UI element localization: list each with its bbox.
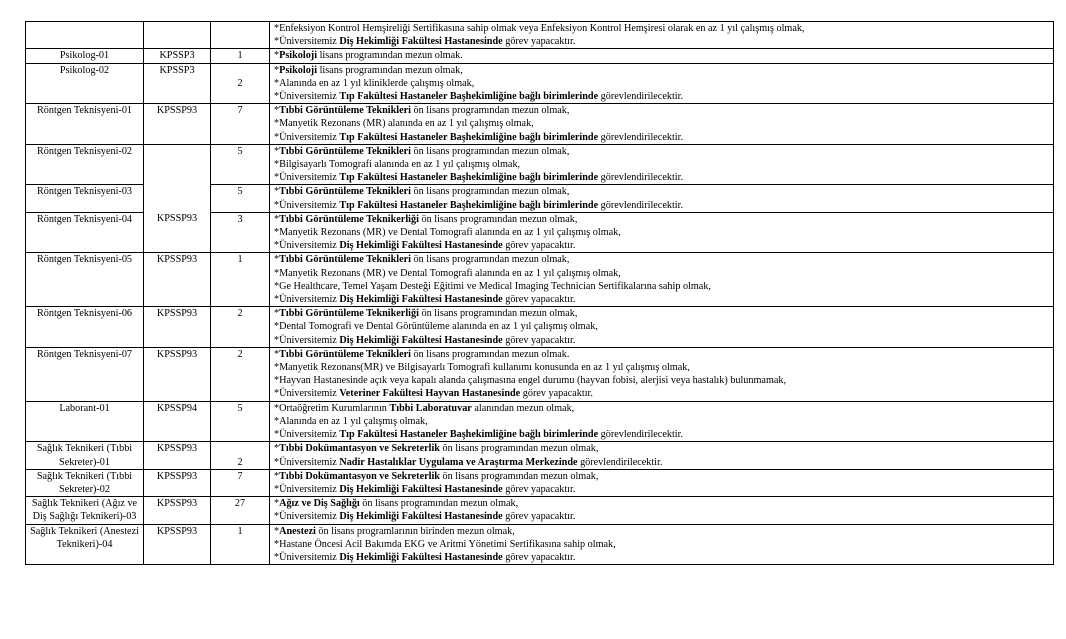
requirement-text: *	[274, 254, 280, 266]
requirement-line	[274, 145, 1051, 158]
requirement-line	[274, 538, 1051, 551]
position-cell: Sağlık Teknikeri (Tıbbi Sekreter)-01	[26, 442, 144, 469]
requirement-text: *Manyetik Rezonans (MR) alanında en az 1 yıl çalışmış olmak,	[274, 118, 534, 130]
requirements-cell	[270, 212, 1054, 253]
kpss-code-cell: KPSSP93	[144, 104, 211, 145]
count-cell: 27	[211, 497, 270, 524]
table-row	[26, 524, 1054, 565]
requirements-cell	[270, 307, 1054, 348]
kpss-code-cell: KPSSP93	[144, 253, 211, 307]
requirement-emphasis: Diş Hekimliği Fakültesi Hastanesinde	[339, 294, 503, 306]
kpss-code-cell: KPSSP93	[144, 442, 211, 469]
requirements-cell	[270, 497, 1054, 524]
kpss-code-cell: KPSSP93	[144, 212, 211, 253]
requirement-text: ön lisans programından mezun olmak,	[411, 186, 570, 198]
requirement-text: ön lisans programından mezun olmak,	[359, 498, 519, 510]
requirement-line	[274, 348, 1051, 361]
requirement-text: *Enfeksiyon Kontrol Hemşireliği Sertifikasına sahip olmak veya Enfeksiyon Kontrol Hemşiresi olarak en az 1 yıl çalışmış olmak,	[274, 23, 805, 34]
requirement-text: görevlendirilecektir.	[598, 199, 683, 211]
requirement-line	[274, 456, 1051, 469]
requirement-line	[274, 470, 1051, 483]
requirement-text: *	[274, 498, 280, 510]
requirement-line	[274, 64, 1051, 77]
requirement-emphasis: Diş Hekimliği Fakültesi Hastanesinde	[339, 551, 503, 563]
table-row	[26, 497, 1054, 524]
requirement-line	[274, 213, 1051, 226]
requirement-text: lisans programından mezun olmak.	[317, 50, 463, 62]
requirement-emphasis: Diş Hekimliği Fakültesi Hastanesinde	[339, 511, 503, 523]
requirement-line	[274, 90, 1051, 103]
requirement-line	[274, 267, 1051, 280]
requirement-line	[274, 226, 1051, 239]
requirement-line	[274, 117, 1051, 130]
requirement-line	[274, 320, 1051, 333]
count-cell: 7	[211, 104, 270, 145]
table-row	[26, 49, 1054, 63]
requirement-line	[274, 35, 1051, 48]
requirement-emphasis: Veteriner Fakültesi Hayvan Hastanesinde	[339, 388, 521, 400]
requirement-text: görevlendirilecektir.	[577, 456, 663, 468]
requirement-text: *Ortaöğretim Kurumlarının	[274, 402, 390, 414]
requirement-text: *Manyetik Rezonans (MR) ve Dental Tomografi alanında en az 1 yıl çalışmış olmak,	[274, 267, 621, 279]
table-row	[26, 22, 1054, 49]
requirement-line	[274, 334, 1051, 347]
requirement-text: *	[274, 525, 280, 537]
requirement-text: *Üniversitemiz	[274, 294, 340, 306]
requirements-cell	[270, 469, 1054, 496]
requirement-text: *Üniversitemiz	[274, 199, 340, 211]
requirement-text: ön lisans programından mezun olmak,	[411, 145, 570, 157]
requirement-emphasis: Tıbbi Görüntüleme Teknikleri	[279, 254, 411, 266]
requirement-text: *Ge Healthcare, Temel Yaşam Desteği Eğitimi ve Medical Imaging Technician Sertifikalarına sahip olmak,	[274, 280, 711, 292]
requirement-text: *Üniversitemiz	[274, 36, 340, 48]
requirement-line	[274, 22, 1051, 35]
position-cell: Sağlık Teknikeri (Tıbbi Sekreter)-02	[26, 469, 144, 496]
requirement-text: ön lisans programından mezun olmak,	[439, 443, 599, 455]
requirement-text: *Bilgisayarlı Tomografi alanında en az 1 yıl çalışmış olmak,	[274, 159, 521, 171]
requirement-text: *Hastane Öncesi Acil Bakımda EKG ve Aritmi Yönetimi Sertifikasına sahip olmak,	[274, 538, 616, 550]
requirement-text: *	[274, 186, 280, 198]
requirements-cell	[270, 524, 1054, 565]
kpss-code-cell: KPSSP3	[144, 63, 211, 104]
position-cell: Röntgen Teknisyeni-02	[26, 144, 144, 185]
count-cell: 2	[211, 307, 270, 348]
count-cell: 7	[211, 469, 270, 496]
requirement-text: görev yapacaktır.	[502, 36, 576, 48]
requirement-text: *Üniversitemiz	[274, 511, 340, 523]
kpss-code-cell: KPSSP3	[144, 49, 211, 63]
requirements-cell	[270, 49, 1054, 63]
kpss-code-cell: KPSSP94	[144, 401, 211, 442]
position-cell: Sağlık Teknikeri (Ağız ve Diş Sağlığı Teknikeri)-03	[26, 497, 144, 524]
requirement-emphasis: Anestezi	[279, 525, 316, 537]
count-cell: 1	[211, 524, 270, 565]
requirement-text: ön lisans programından mezun olmak,	[439, 470, 599, 482]
requirement-text: *	[274, 443, 280, 455]
table-row	[26, 401, 1054, 442]
document-page	[25, 21, 1053, 565]
requirement-line	[274, 280, 1051, 293]
requirement-text: *	[274, 348, 280, 360]
requirements-cell	[270, 253, 1054, 307]
requirement-text: *Alanında en az 1 yıl kliniklerde çalışmış olmak,	[274, 77, 475, 89]
requirement-emphasis: Tıbbi Görüntüleme Teknikleri	[279, 348, 411, 360]
requirement-text: *	[274, 105, 280, 117]
count-cell: 1	[211, 49, 270, 63]
table-row	[26, 347, 1054, 401]
requirement-text: görevlendirilecektir.	[598, 131, 683, 143]
requirement-emphasis: Tıbbi Görüntüleme Teknikerliği	[279, 213, 419, 225]
requirement-line	[274, 510, 1051, 523]
requirement-text: görev yapacaktır.	[502, 334, 576, 346]
position-cell: Laborant-01	[26, 401, 144, 442]
requirement-line	[274, 387, 1051, 400]
requirement-line	[274, 551, 1051, 564]
table-row	[26, 442, 1054, 469]
table-row	[26, 469, 1054, 496]
count-cell	[211, 22, 270, 49]
count-cell: 5	[211, 401, 270, 442]
kpss-code-cell: KPSSP93	[144, 497, 211, 524]
requirement-text: *Üniversitemiz	[274, 456, 340, 468]
table-row	[26, 253, 1054, 307]
requirements-cell	[270, 347, 1054, 401]
position-cell	[26, 22, 144, 49]
requirement-line	[274, 361, 1051, 374]
requirements-cell	[270, 22, 1054, 49]
count-cell: 3	[211, 212, 270, 253]
kpss-code-cell	[144, 144, 211, 185]
requirement-emphasis: Diş Hekimliği Fakültesi Hastanesinde	[339, 483, 503, 495]
requirement-text: alanından mezun olmak,	[471, 402, 575, 414]
requirement-line	[274, 442, 1051, 455]
requirement-text: *Dental Tomografi ve Dental Görüntüleme alanında en az 1 yıl çalışmış olmak,	[274, 321, 598, 333]
requirement-text: görevlendirilecektir.	[598, 429, 683, 441]
requirement-text: görev yapacaktır.	[502, 511, 576, 523]
requirement-emphasis: Tıbbi Dokümantasyon ve Sekreterlik	[279, 443, 440, 455]
requirement-text: *	[274, 470, 280, 482]
position-cell: Sağlık Teknikeri (Anestezi Teknikeri)-04	[26, 524, 144, 565]
requirement-line	[274, 131, 1051, 144]
requirement-text: *	[274, 50, 280, 62]
requirement-emphasis: Tıp Fakültesi Hastaneler Başhekimliğine bağlı birimlerinde	[339, 199, 599, 211]
requirement-line	[274, 158, 1051, 171]
requirement-line	[274, 497, 1051, 510]
requirement-line	[274, 239, 1051, 252]
requirements-cell	[270, 104, 1054, 145]
requirement-text: *Üniversitemiz	[274, 172, 340, 184]
requirement-text: *	[274, 308, 280, 320]
kpss-code-cell	[144, 22, 211, 49]
table-row	[26, 144, 1054, 185]
count-cell: 2	[211, 347, 270, 401]
requirement-line	[274, 199, 1051, 212]
requirement-text: ön lisans programından mezun olmak,	[411, 105, 570, 117]
kpss-code-cell: KPSSP93	[144, 347, 211, 401]
requirement-text: *Üniversitemiz	[274, 91, 340, 103]
requirement-text: *Hayvan Hastanesinde açık veya kapalı alanda çalışmasına engel durumu (hayvan fobisi, alerjisi veya hastalık) bulunmamak,	[274, 375, 787, 387]
requirement-line	[274, 402, 1051, 415]
position-cell: Röntgen Teknisyeni-06	[26, 307, 144, 348]
requirement-line	[274, 104, 1051, 117]
requirement-emphasis: Tıbbi Görüntüleme Teknikleri	[279, 186, 411, 198]
requirement-text: *Üniversitemiz	[274, 429, 340, 441]
requirement-text: görev yapacaktır.	[502, 483, 576, 495]
requirement-line	[274, 307, 1051, 320]
kpss-code-cell: KPSSP93	[144, 469, 211, 496]
table-row	[26, 212, 1054, 253]
requirement-line	[274, 483, 1051, 496]
position-cell: Psikolog-01	[26, 49, 144, 63]
positions-table	[25, 21, 1054, 565]
requirements-cell	[270, 63, 1054, 104]
requirement-text: görev yapacaktır.	[502, 294, 576, 306]
requirement-text: ön lisans programlarının birinden mezun olmak,	[315, 525, 515, 537]
kpss-code-cell	[144, 185, 211, 212]
positions-table-body	[26, 22, 1054, 565]
requirement-emphasis: Tıp Fakültesi Hastaneler Başhekimliğine bağlı birimlerinde	[339, 131, 599, 143]
requirement-emphasis: Diş Hekimliği Fakültesi Hastanesinde	[339, 240, 503, 252]
requirement-text: görev yapacaktır.	[502, 240, 576, 252]
position-cell: Röntgen Teknisyeni-01	[26, 104, 144, 145]
count-cell: 2	[211, 442, 270, 469]
position-cell: Röntgen Teknisyeni-05	[26, 253, 144, 307]
requirement-line	[274, 77, 1051, 90]
requirement-text: *Üniversitemiz	[274, 240, 340, 252]
table-row	[26, 104, 1054, 145]
requirement-text: *	[274, 145, 280, 157]
requirement-line	[274, 525, 1051, 538]
requirement-line	[274, 374, 1051, 387]
requirement-emphasis: Diş Hekimliği Fakültesi Hastanesinde	[339, 334, 503, 346]
position-cell: Psikolog-02	[26, 63, 144, 104]
requirement-emphasis: Tıp Fakültesi Hastaneler Başhekimliğine bağlı birimlerinde	[339, 91, 599, 103]
table-row	[26, 63, 1054, 104]
requirement-emphasis: Psikoloji	[279, 64, 318, 76]
requirement-emphasis: Tıbbi Görüntüleme Teknikleri	[279, 145, 411, 157]
requirement-text: *Üniversitemiz	[274, 334, 340, 346]
requirement-text: *Üniversitemiz	[274, 483, 340, 495]
requirement-text: *Üniversitemiz	[274, 388, 340, 400]
table-row	[26, 185, 1054, 212]
requirement-text: *Üniversitemiz	[274, 131, 340, 143]
requirement-text: ön lisans programından mezun olmak,	[411, 254, 570, 266]
requirement-text: ön lisans programından mezun olmak,	[418, 213, 578, 225]
requirement-text: *	[274, 64, 280, 76]
count-cell: 5	[211, 185, 270, 212]
requirements-cell	[270, 401, 1054, 442]
count-cell: 2	[211, 63, 270, 104]
requirement-text: *Manyetik Rezonans(MR) ve Bilgisayarlı Tomografi kullanımı konusunda en az 1 yıl çalışmış olmak,	[274, 362, 690, 374]
position-cell: Röntgen Teknisyeni-03	[26, 185, 144, 212]
requirement-text: görevlendirilecektir.	[598, 91, 683, 103]
requirement-line	[274, 293, 1051, 306]
requirement-emphasis: Ağız ve Diş Sağlığı	[279, 498, 360, 510]
requirement-emphasis: Tıp Fakültesi Hastaneler Başhekimliğine bağlı birimlerinde	[339, 429, 599, 441]
requirements-cell	[270, 144, 1054, 185]
requirement-text: görevlendirilecektir.	[598, 172, 683, 184]
requirement-emphasis: Tıbbi Dokümantasyon ve Sekreterlik	[279, 470, 440, 482]
requirement-emphasis: Tıbbi Görüntüleme Teknikerliği	[279, 308, 419, 320]
requirement-text: *	[274, 213, 280, 225]
requirements-cell	[270, 185, 1054, 212]
requirement-emphasis: Nadir Hastalıklar Uygulama ve Araştırma Merkezinde	[339, 456, 578, 468]
kpss-code-cell: KPSSP93	[144, 307, 211, 348]
requirement-emphasis: Diş Hekimliği Fakültesi Hastanesinde	[339, 36, 503, 48]
requirement-line	[274, 171, 1051, 184]
requirement-line	[274, 49, 1051, 62]
requirement-text: görev yapacaktır.	[502, 551, 576, 563]
requirement-emphasis: Tıp Fakültesi Hastaneler Başhekimliğine bağlı birimlerinde	[339, 172, 599, 184]
requirement-emphasis: Tıbbi Görüntüleme Teknikleri	[279, 105, 411, 117]
requirement-line	[274, 428, 1051, 441]
requirement-text: ön lisans programından mezun olmak.	[411, 348, 570, 360]
requirement-line	[274, 415, 1051, 428]
count-cell: 5	[211, 144, 270, 185]
requirement-line	[274, 185, 1051, 198]
requirement-text: *Alanında en az 1 yıl çalışmış olmak,	[274, 415, 428, 427]
table-row	[26, 307, 1054, 348]
position-cell: Röntgen Teknisyeni-07	[26, 347, 144, 401]
requirement-text: ön lisans programından mezun olmak,	[418, 308, 578, 320]
position-cell: Röntgen Teknisyeni-04	[26, 212, 144, 253]
requirements-cell	[270, 442, 1054, 469]
requirement-text: *Manyetik Rezonans (MR) ve Dental Tomografi alanında en az 1 yıl çalışmış olmak,	[274, 227, 621, 239]
requirement-text: *Üniversitemiz	[274, 551, 340, 563]
kpss-code-cell: KPSSP93	[144, 524, 211, 565]
requirement-line	[274, 253, 1051, 266]
requirement-emphasis: Tıbbi Laboratuvar	[389, 402, 472, 414]
requirement-text: lisans programından mezun olmak,	[317, 64, 463, 76]
requirement-emphasis: Psikoloji	[279, 50, 318, 62]
count-cell: 1	[211, 253, 270, 307]
requirement-text: görev yapacaktır.	[520, 388, 593, 400]
